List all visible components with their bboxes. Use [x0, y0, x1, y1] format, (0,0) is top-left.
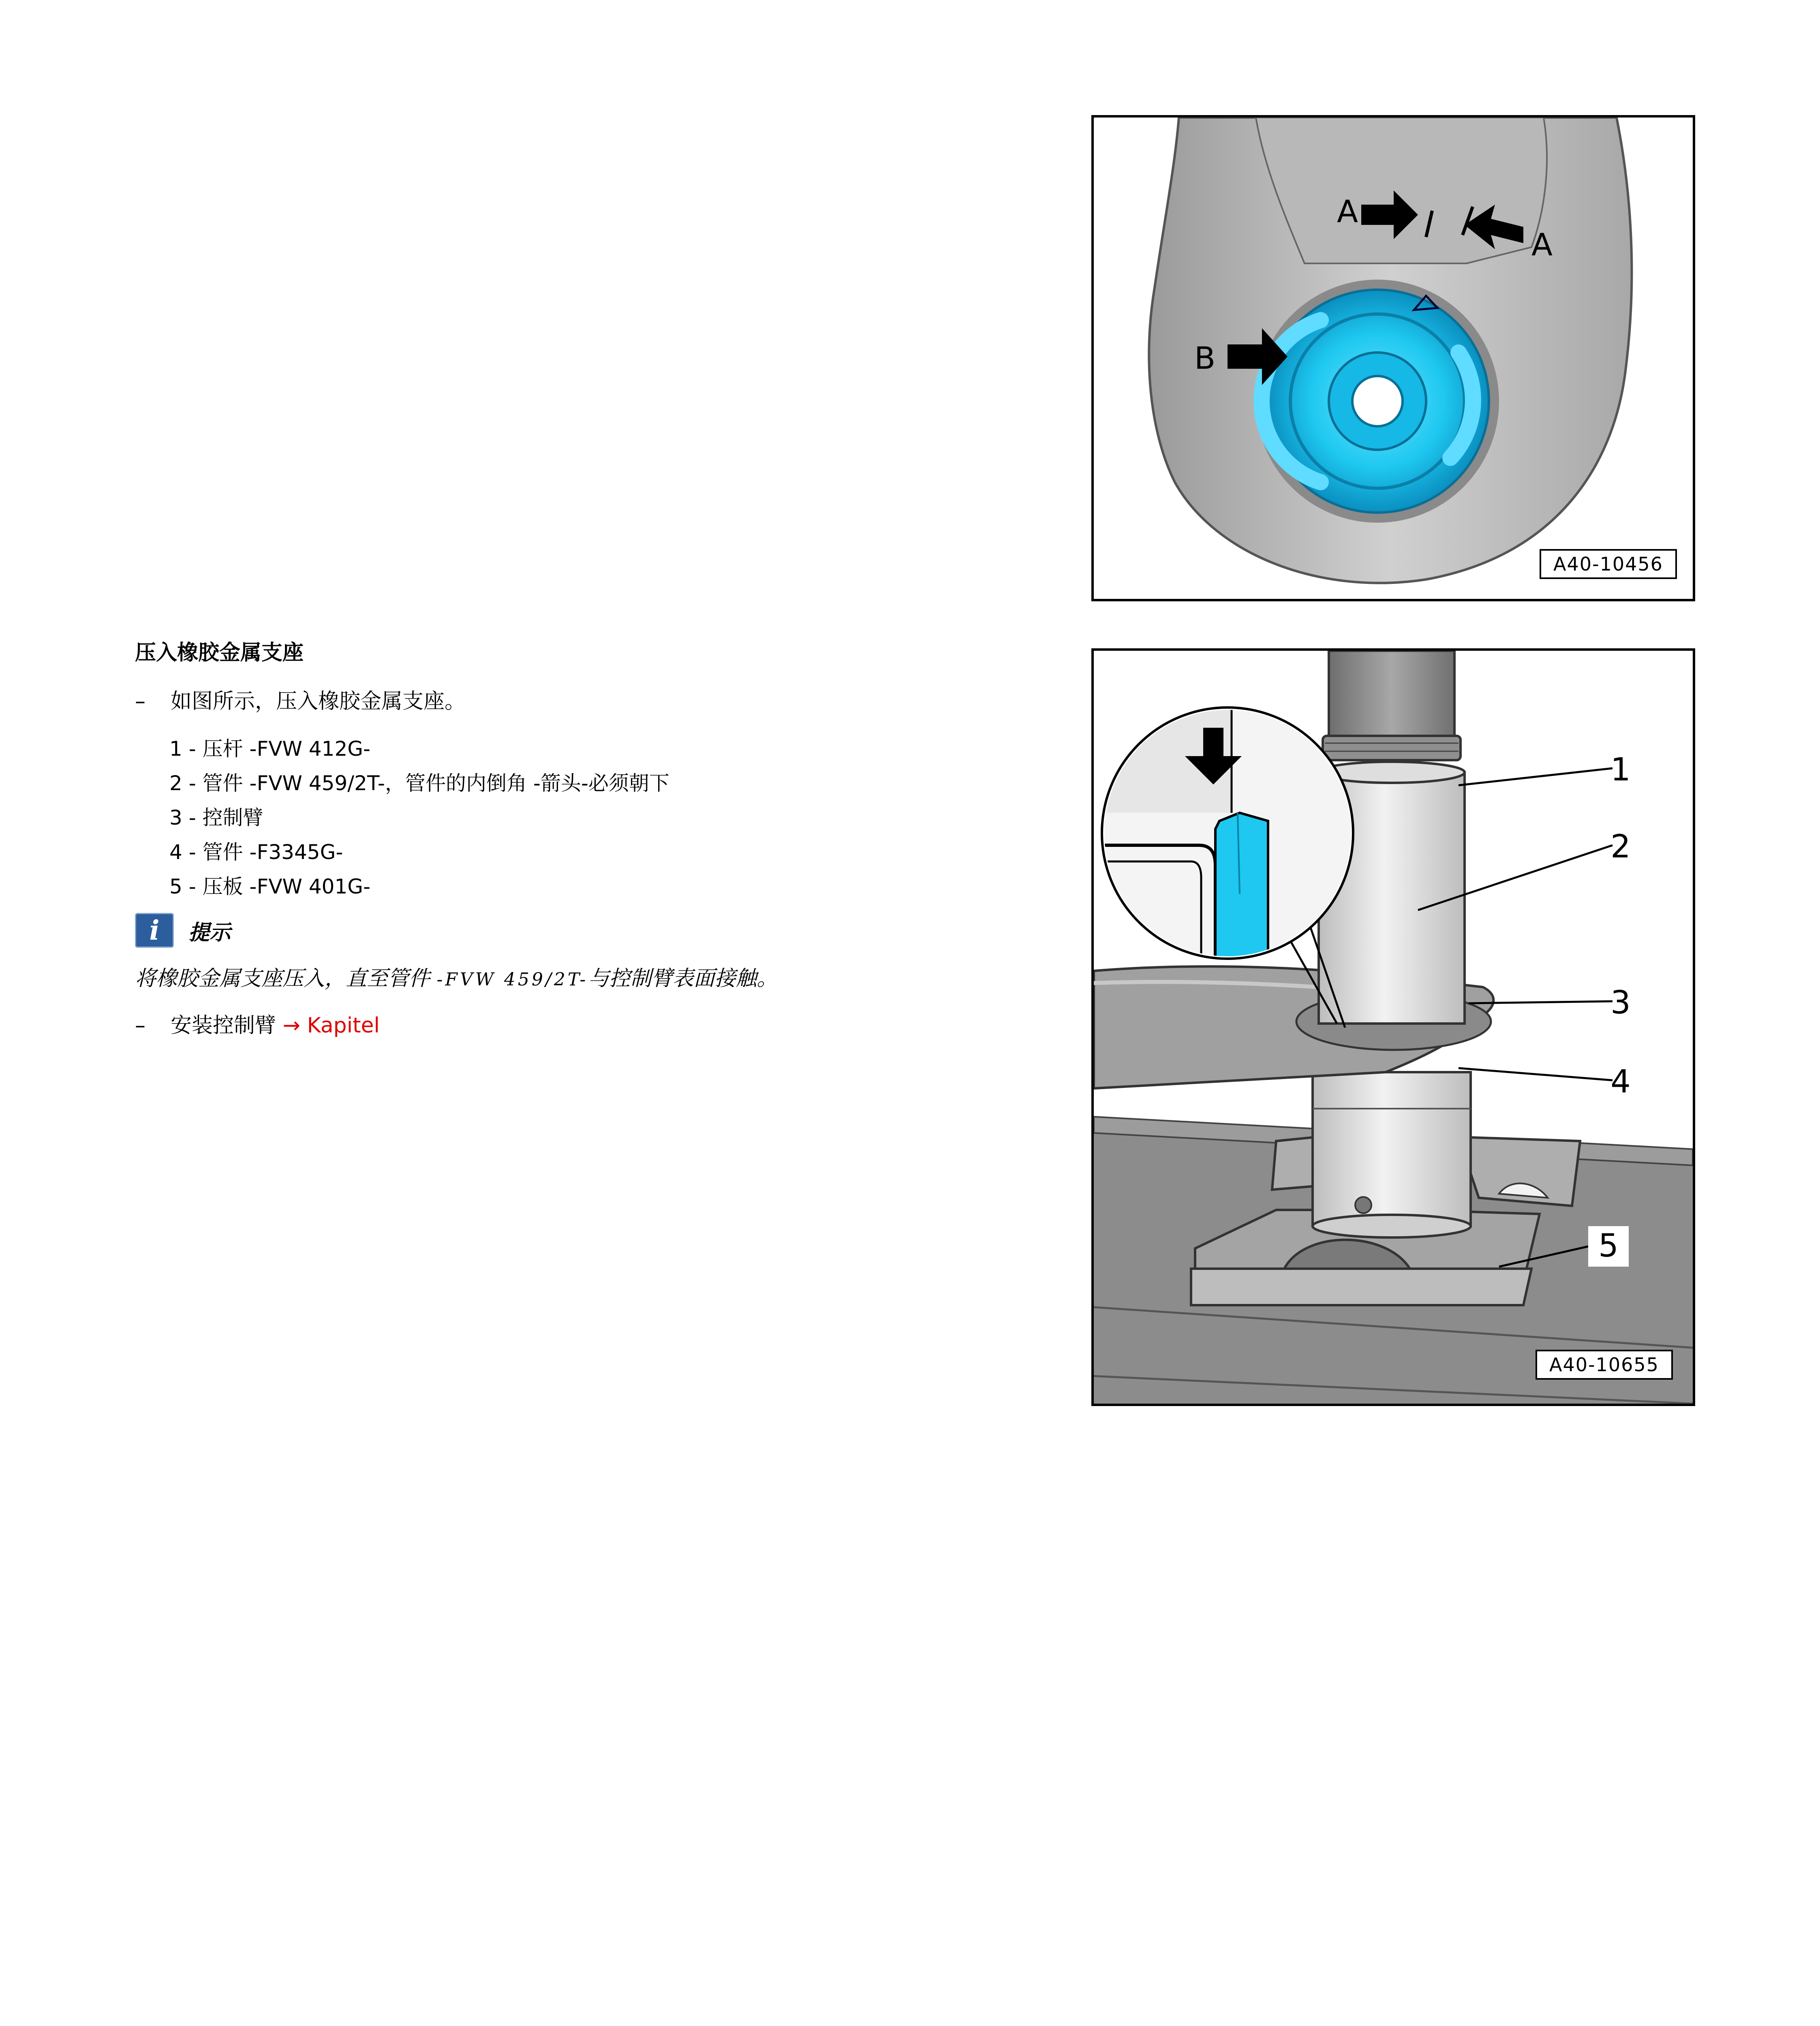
list-item: 1 - 压杆 -FVW 412G-	[169, 737, 371, 761]
list-item: 3 - 控制臂	[169, 806, 263, 829]
kapitel-link[interactable]: → Kapitel	[282, 1013, 380, 1038]
callout-3: 3	[1610, 985, 1631, 1021]
note-tool-ref: -FVW 459/2T-	[436, 969, 588, 990]
list-item: 2 - 管件 -FVW 459/2T-，管件的内倒角 -箭头-必须朝下	[169, 772, 669, 795]
callout-a-right: A	[1531, 227, 1553, 263]
section-title: 压入橡胶金属支座	[135, 641, 304, 665]
callout-4: 4	[1610, 1064, 1631, 1100]
callout-a-left: A	[1337, 193, 1358, 229]
figure-id-label: A40-10655	[1536, 1350, 1673, 1380]
list-item: 4 - 管件 -F3345G-	[169, 840, 343, 864]
step-dash: –	[135, 689, 145, 714]
step-dash: –	[135, 1013, 145, 1038]
step-press-in	[135, 684, 466, 714]
bushing-illustration	[1094, 118, 1693, 599]
step-text: 安装控制臂	[171, 1013, 283, 1038]
figure-press-setup	[1091, 648, 1695, 1406]
figure-bushing-position	[1091, 115, 1695, 601]
list-item: 5 - 压板 -FVW 401G-	[169, 875, 371, 898]
step-text: 如图所示，压入橡胶金属支座。	[171, 689, 466, 714]
step-install-arm	[135, 1008, 380, 1039]
note-title: 提示	[188, 920, 231, 945]
figure-id-label: A40-10456	[1540, 549, 1677, 579]
press-setup-illustration	[1094, 651, 1693, 1404]
callout-5: 5	[1598, 1228, 1619, 1264]
info-icon: i	[135, 913, 174, 948]
callout-1: 1	[1610, 752, 1631, 788]
note-text	[135, 961, 778, 992]
callout-2: 2	[1610, 829, 1631, 865]
note-text-part: 与控制臂表面接触。	[588, 966, 778, 991]
callout-b: B	[1194, 340, 1216, 376]
note-text-part: 将橡胶金属支座压入，直至管件	[135, 966, 437, 991]
note-header	[135, 911, 231, 950]
